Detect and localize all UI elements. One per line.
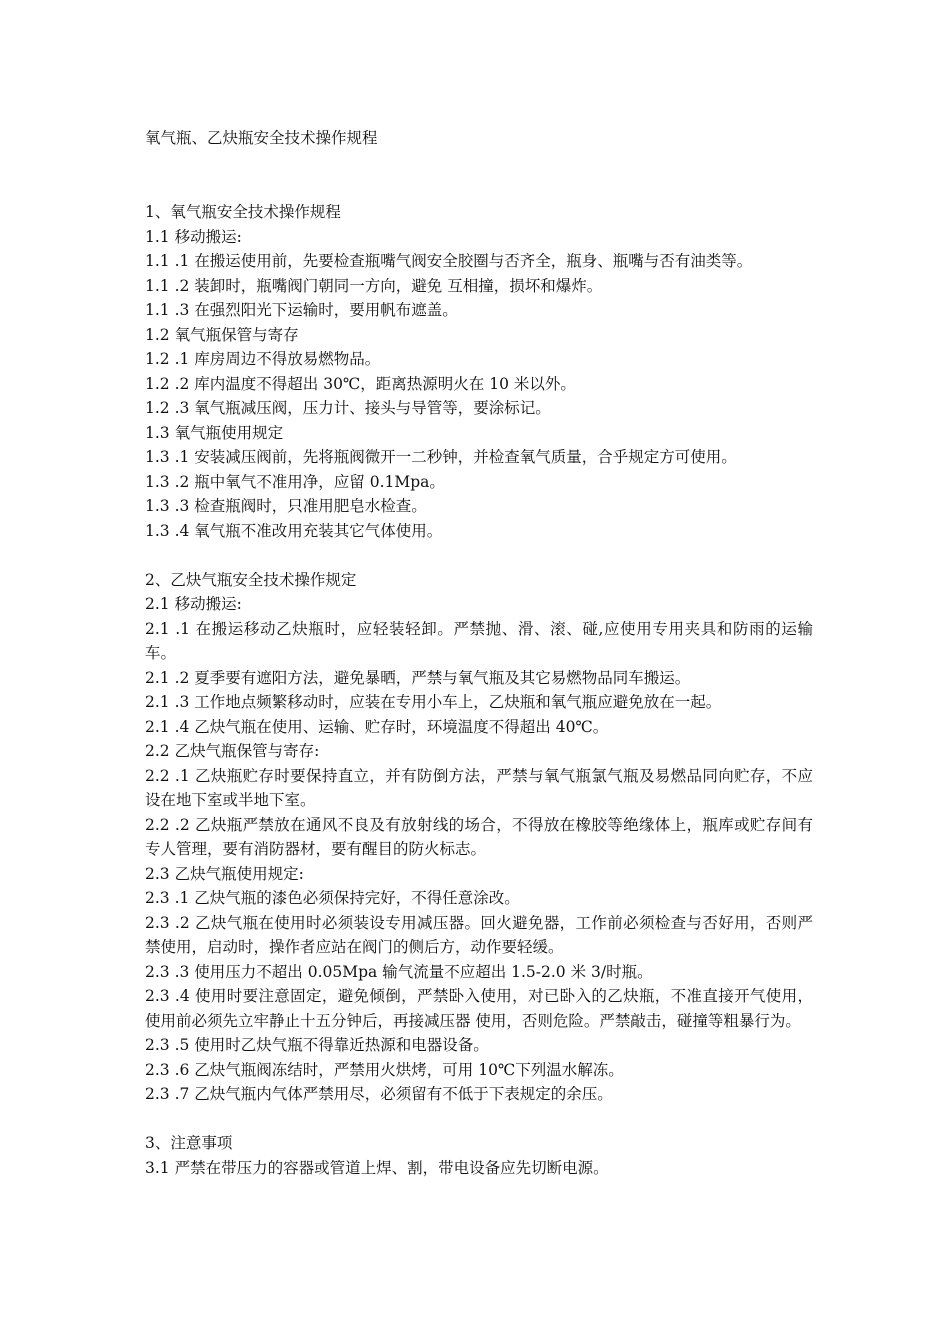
- document-body: [145, 200, 813, 1180]
- list-item: 1.3 .4 氧气瓶不准改用充装其它气体使用。: [145, 521, 443, 540]
- list-item: 2.1 .3 工作地点频繁移动时，应装在专用小车上，乙炔瓶和氧气瓶应避免放在一起。: [145, 693, 722, 711]
- list-item: 2.1 .1 在搬运移动乙炔瓶时，应轻装轻卸。严禁抛、滑、滚、碰,应使用专用夹具和防雨的运输车。: [145, 619, 813, 662]
- list-item: 3.1 严禁在带压力的容器或管道上焊、割，带电设备应先切断电源。: [145, 1158, 609, 1177]
- list-item: 1.1 .3 在强烈阳光下运输时，要用帆布遮盖。: [145, 301, 458, 319]
- list-item: 1.1 .1 在搬运使用前，先要检查瓶嘴气阀安全胶圈与否齐全，瓶身、瓶嘴与否有油类等。: [145, 252, 753, 270]
- list-item: 2.1 .4 乙炔气瓶在使用、运输、贮存时，环境温度不得超出 40℃。: [145, 717, 609, 736]
- section-spacer: [145, 1107, 813, 1132]
- list-item: 2.2 .1 乙炔瓶贮存时要保持直立，并有防倒方法，严禁与氧气瓶氯气瓶及易燃品同向贮存，不应设在地下室或半地下室。: [145, 766, 813, 809]
- list-item: 2.1 .2 夏季要有遮阳方法，避免暴晒，严禁与氧气瓶及其它易燃物品同车搬运。: [145, 668, 691, 687]
- section-1-heading: 1、氧气瓶安全技术操作规程: [145, 203, 341, 221]
- section-1-1-heading: 1.1 移动搬运:: [145, 227, 242, 246]
- list-item: 1.3 .2 瓶中氧气不准用净，应留 0.1Mpa。: [145, 472, 445, 491]
- list-item: 2.3 .6 乙炔气瓶阀冻结时，严禁用火烘烤，可用 10℃下列温水解冻。: [145, 1060, 624, 1079]
- list-item: 2.3 .5 使用时乙炔气瓶不得靠近热源和电器设备。: [145, 1036, 489, 1054]
- list-item: 1.3 .1 安装减压阀前，先将瓶阀微开一二秒钟，并检查氧气质量，合乎规定方可使用。: [145, 448, 737, 466]
- list-item: 1.3 .3 检查瓶阀时，只准用肥皂水检查。: [145, 497, 427, 515]
- section-spacer: [145, 543, 813, 568]
- list-item: 1.2 .2 库内温度不得超出 30℃，距离热源明火在 10 米以外。: [145, 374, 576, 393]
- section-3-heading: 3、注意事项: [145, 1134, 233, 1152]
- section-2-2-heading: 2.2 乙炔气瓶保管与寄存:: [145, 742, 320, 760]
- section-1-2-heading: 1.2 氧气瓶保管与寄存: [145, 325, 299, 344]
- list-item: 2.3 .7 乙炔气瓶内气体严禁用尽，必须留有不低于下表规定的余压。: [145, 1085, 613, 1103]
- list-item: 2.3 .4 使用时要注意固定，避免倾倒，严禁卧入使用，对已卧入的乙炔瓶，不准直接开气使用，使用前必须先立牢静止十五分钟后，再接减压器 使用，否则危险。严禁敲击，碰撞等粗暴行为。: [145, 987, 813, 1030]
- section-2-heading: 2、乙炔气瓶安全技术操作规定: [145, 570, 357, 589]
- section-2-1-heading: 2.1 移动搬运:: [145, 595, 242, 613]
- list-item: 2.3 .2 乙炔气瓶在使用时必须装设专用减压器。回火避免器，工作前必须检查与否好用，否则严禁使用，启动时，操作者应站在阀门的侧后方，动作要轻缓。: [145, 913, 813, 956]
- list-item: 1.1 .2 装卸时，瓶嘴阀门朝同一方向，避免 互相撞，损坏和爆炸。: [145, 276, 603, 295]
- section-1-3-heading: 1.3 氧气瓶使用规定: [145, 423, 284, 442]
- section-2-3-heading: 2.3 乙炔气瓶使用规定:: [145, 864, 304, 883]
- list-item: 2.2 .2 乙炔瓶严禁放在通风不良及有放射线的场合，不得放在橡胶等绝缘体上，瓶库或贮存间有专人管理，要有消防器材，要有醒目的防火标志。: [145, 815, 813, 858]
- list-item: 1.2 .3 氧气瓶减压阀，压力计、接头与导管等，要涂标记。: [145, 399, 551, 417]
- document-title: 氧气瓶、乙炔瓶安全技术操作规程: [145, 129, 378, 147]
- list-item: 1.2 .1 库房周边不得放易燃物品。: [145, 350, 381, 368]
- list-item: 2.3 .3 使用压力不超出 0.05Mpa 输气流量不应超出 1.5-2.0 米 3/时瓶。: [145, 962, 653, 981]
- list-item: 2.3 .1 乙炔气瓶的漆色必须保持完好，不得任意涂改。: [145, 889, 520, 907]
